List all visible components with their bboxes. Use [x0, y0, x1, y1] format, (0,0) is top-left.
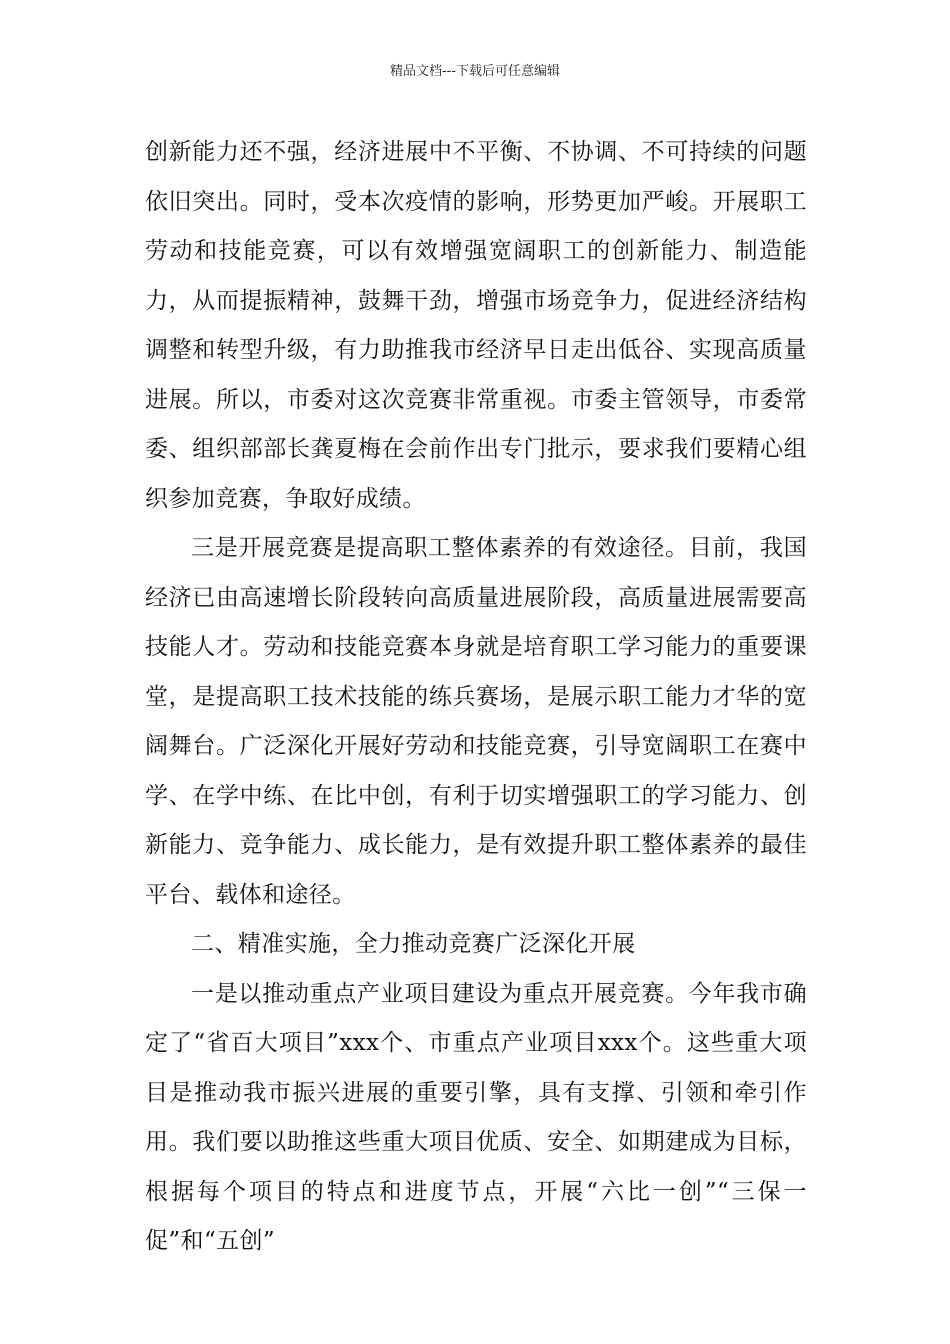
paragraph-third-point: 三是开展竞赛是提高职工整体素养的有效途径。目前，我国经济已由高速增长阶段转向高质量进展阶段，高质量进展需要高技能人才。劳动和技能竞赛本身就是培育职工学习能力的重要课堂，是提高职工技术技能的练兵赛场，是展示职工能力才华的宽阔舞台。广泛深化开展好劳动和技能竞赛，引导宽阔职工在赛中学、在学中练、在比中创，有利于切实增强职工的学习能力、创新能力、竞争能力、成长能力，是有效提升职工整体素养的最佳平台、载体和途径。: [145, 535, 807, 908]
document-body: [145, 128, 807, 1267]
section-heading: 二、精准实施，全力推动竞赛广泛深化开展: [191, 931, 636, 957]
page-header: 精品文档---下载后可任意编辑: [389, 64, 561, 79]
paragraph-first-point: 一是以推动重点产业项目建设为重点开展竞赛。今年我市确定了“省百大项目”xxx个、市重点产业项目xxx个。这些重大项目是推动我市振兴进展的重要引擎，具有支撑、引领和牵引作用。我们要以助推这些重大项目优质、安全、如期建成为目标，根据每个项目的特点和进度节点，开展“六比一创”“三保一促”和“五创”: [145, 980, 807, 1254]
paragraph-continuation: 创新能力还不强，经济进展中不平衡、不协调、不可持续的问题依旧突出。同时，受本次疫情的影响，形势更加严峻。开展职工劳动和技能竞赛，可以有效增强宽阔职工的创新能力、制造能力，从而提振精神，鼓舞干劲，增强市场竞争力，促进经济结构调整和转型升级，有力助推我市经济早日走出低谷、实现高质量进展。所以，市委对这次竞赛非常重视。市委主管领导，市委常委、组织部部长龚夏梅在会前作出专门批示，要求我们要精心组织参加竞赛，争取好成绩。: [145, 139, 807, 512]
